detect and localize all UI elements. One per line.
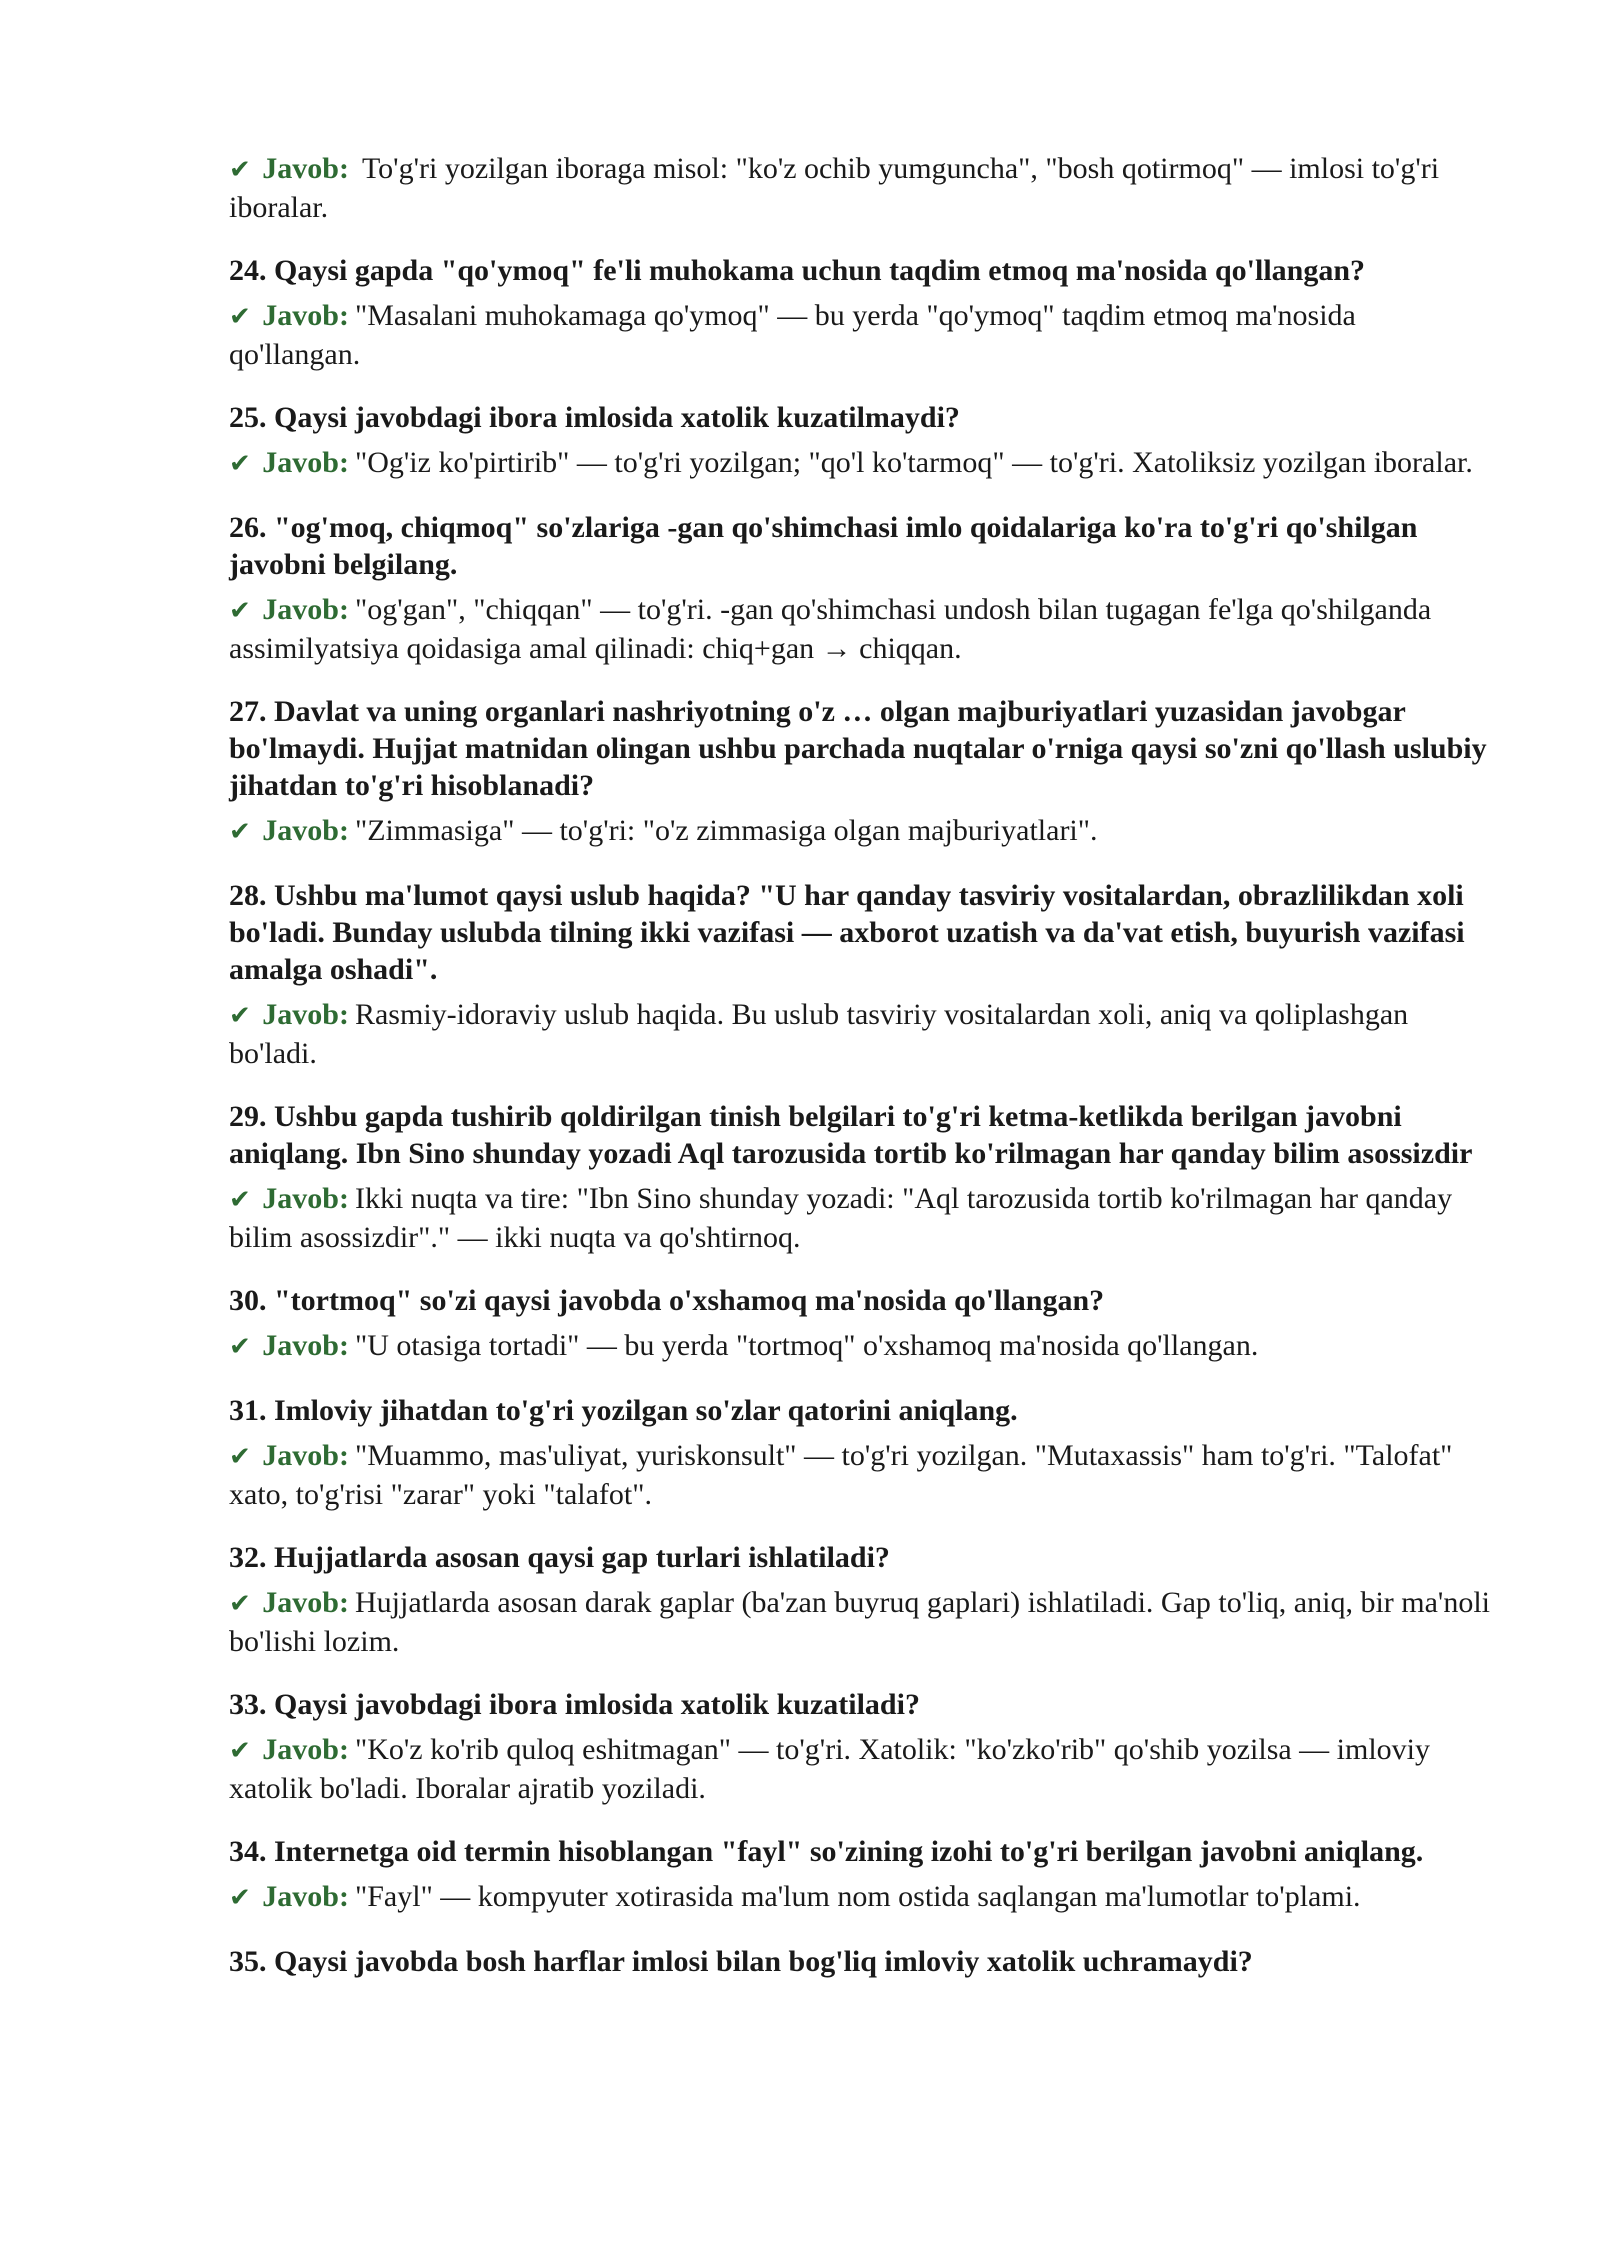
question-text: 26. "og'moq, chiqmoq" so'zlariga -gan qo'shimchasi imlo qoidalariga ko'ra to'g'ri qo'shilgan javobni belgilang. <box>229 511 1418 581</box>
qa-item <box>229 1833 1494 1917</box>
qa-item <box>229 1686 1494 1807</box>
document-page <box>229 150 1494 2006</box>
answer-label: Javob: <box>262 1880 349 1913</box>
question-text: 25. Qaysi javobdagi ibora imlosida xatolik kuzatilmaydi? <box>229 401 960 434</box>
question-text: 32. Hujjatlarda asosan qaysi gap turlari ishlatiladi? <box>229 1541 890 1574</box>
check-icon: ✔ <box>229 817 251 847</box>
check-icon: ✔ <box>229 1883 251 1913</box>
check-icon: ✔ <box>229 449 251 479</box>
answer-label: Javob: <box>262 1733 349 1766</box>
question-text: 33. Qaysi javobdagi ibora imlosida xatolik kuzatiladi? <box>229 1688 920 1721</box>
qa-item <box>229 1392 1494 1513</box>
check-icon: ✔ <box>229 1332 251 1362</box>
answer <box>229 1327 1494 1366</box>
answer-label: Javob: <box>262 1586 349 1619</box>
qa-item <box>229 1943 1494 1980</box>
check-icon: ✔ <box>229 1589 251 1619</box>
answer <box>229 1878 1494 1917</box>
check-icon: ✔ <box>229 596 251 626</box>
answer-text: "og'gan", "chiqqan" — to'g'ri. -gan qo'shimchasi undosh bilan tugagan fe'lga qo'shilganda assimilyatsiya qoidasiga amal qilinadi: chiq+gan → chiqqan. <box>229 593 1432 665</box>
answer-label: Javob: <box>262 1329 349 1362</box>
lead-answer <box>229 150 1494 226</box>
qa-item <box>229 1098 1494 1256</box>
qa-item <box>229 399 1494 483</box>
answer-label: Javob: <box>262 152 349 185</box>
answer-label: Javob: <box>262 593 349 626</box>
answer-text: "Ko'z ko'rib quloq eshitmagan" — to'g'ri. Xatolik: "ko'zko'rib" qo'shib yozilsa — imloviy xatolik bo'ladi. Iboralar ajratib yoziladi. <box>229 1733 1431 1805</box>
answer-label: Javob: <box>262 299 349 332</box>
check-icon: ✔ <box>229 1442 251 1472</box>
answer-text: "Masalani muhokamaga qo'ymoq" — bu yerda "qo'ymoq" taqdim etmoq ma'nosida qo'llangan. <box>229 299 1356 371</box>
answer-text: "Og'iz ko'pirtirib" — to'g'ri yozilgan; "qo'l ko'tarmoq" — to'g'ri. Xatoliksiz yozilgan iboralar. <box>354 446 1473 479</box>
qa-item <box>229 693 1494 851</box>
answer <box>229 1584 1494 1660</box>
qa-item <box>229 509 1494 667</box>
answer-label: Javob: <box>262 1182 349 1215</box>
answer-text: Hujjatlarda asosan darak gaplar (ba'zan buyruq gaplari) ishlatiladi. Gap to'liq, aniq, bir ma'noli bo'lishi lozim. <box>229 1586 1491 1658</box>
answer-text: "Muammo, mas'uliyat, yuriskonsult" — to'g'ri yozilgan. "Mutaxassis" ham to'g'ri. "Talofat" xato, to'g'risi "zarar" yoki "talafot". <box>229 1439 1453 1511</box>
check-icon: ✔ <box>229 155 251 185</box>
answer-text: To'g'ri yozilgan iboraga misol: "ko'z ochib yumguncha", "bosh qotirmoq" — imlosi to'g'ri iboralar. <box>229 152 1440 224</box>
question-text: 31. Imloviy jihatdan to'g'ri yozilgan so'zlar qatorini aniqlang. <box>229 1394 1018 1427</box>
check-icon: ✔ <box>229 1185 251 1215</box>
check-icon: ✔ <box>229 1001 251 1031</box>
answer-text: "Fayl" — kompyuter xotirasida ma'lum nom ostida saqlangan ma'lumotlar to'plami. <box>354 1880 1361 1913</box>
question-text: 34. Internetga oid termin hisoblangan "fayl" so'zining izohi to'g'ri berilgan javobni aniqlang. <box>229 1835 1424 1868</box>
answer <box>229 812 1494 851</box>
answer <box>229 591 1494 667</box>
check-icon: ✔ <box>229 302 251 332</box>
answer <box>229 1180 1494 1256</box>
question-text: 28. Ushbu ma'lumot qaysi uslub haqida? "U har qanday tasviriy vositalardan, obrazlilikdan xoli bo'ladi. Bunday uslubda tilning ikki vazifasi — axborot uzatish va da'vat etish, buyurish vazifasi amalga oshadi". <box>229 879 1465 986</box>
answer <box>229 1437 1494 1513</box>
answer-label: Javob: <box>262 998 349 1031</box>
answer-text: Ikki nuqta va tire: "Ibn Sino shunday yozadi: "Aql tarozusida tortib ko'rilmagan har qanday bilim asossizdir"." — ikki nuqta va qo'shtirnoq. <box>229 1182 1453 1254</box>
question-text: 29. Ushbu gapda tushirib qoldirilgan tinish belgilari to'g'ri ketma-ketlikda berilgan javobni aniqlang. Ibn Sino shunday yozadi Aql tarozusida tortib ko'rilmagan har qanday bilim asossizdir <box>229 1100 1473 1170</box>
answer-label: Javob: <box>262 1439 349 1472</box>
qa-item <box>229 877 1494 1072</box>
answer <box>229 996 1494 1072</box>
qa-item <box>229 252 1494 373</box>
answer <box>229 297 1494 373</box>
qa-item <box>229 1282 1494 1366</box>
question-text: 35. Qaysi javobda bosh harflar imlosi bilan bog'liq imloviy xatolik uchramaydi? <box>229 1945 1253 1978</box>
question-text: 27. Davlat va uning organlari nashriyotning o'z … olgan majburiyatlari yuzasidan javobgar bo'lmaydi. Hujjat matnidan olingan ushbu parchada nuqtalar o'rniga qaysi so'zni qo'llash uslubiy jihatdan to'g'ri hisoblanadi? <box>229 695 1487 802</box>
question-list <box>229 252 1494 1980</box>
answer-label: Javob: <box>262 814 349 847</box>
answer-text: "U otasiga tortadi" — bu yerda "tortmoq" o'xshamoq ma'nosida qo'llangan. <box>354 1329 1259 1362</box>
check-icon: ✔ <box>229 1736 251 1766</box>
answer-text: "Zimmasiga" — to'g'ri: "o'z zimmasiga olgan majburiyatlari". <box>354 814 1098 847</box>
question-text: 24. Qaysi gapda "qo'ymoq" fe'li muhokama uchun taqdim etmoq ma'nosida qo'llangan? <box>229 254 1366 287</box>
qa-item <box>229 1539 1494 1660</box>
answer-text: Rasmiy-idoraviy uslub haqida. Bu uslub tasviriy vositalardan xoli, aniq va qoliplashgan bo'ladi. <box>229 998 1409 1070</box>
answer-label: Javob: <box>262 446 349 479</box>
question-text: 30. "tortmoq" so'zi qaysi javobda o'xshamoq ma'nosida qo'llangan? <box>229 1284 1105 1317</box>
answer <box>229 1731 1494 1807</box>
answer <box>229 444 1494 483</box>
